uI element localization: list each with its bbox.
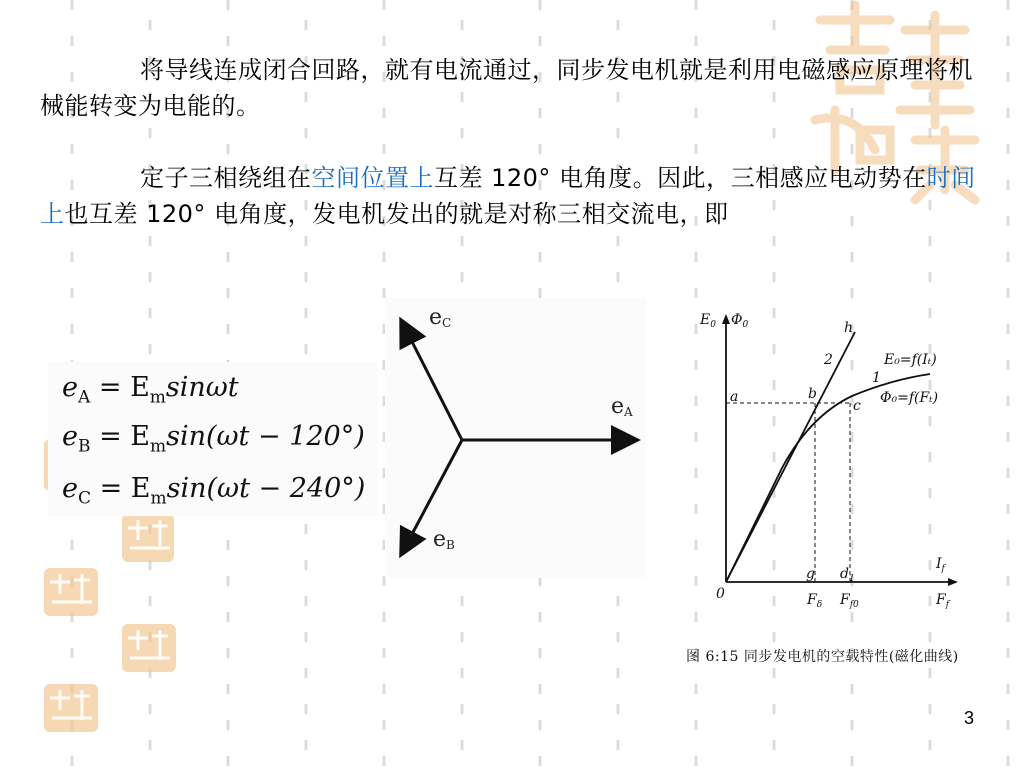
intro-paragraph: [40, 52, 990, 124]
axis-label-Ff: $F_f$: [936, 592, 950, 610]
figure-caption: 图 6:15 同步发电机的空载特性(磁化曲线): [686, 649, 959, 665]
point-h: h: [844, 320, 854, 336]
equation-eA: $e_A = E_m\sin\omega t$: [62, 372, 239, 408]
axis-label-E0: $E_0$: [700, 312, 716, 330]
highlight-spatial-position: 空间位置上: [311, 164, 434, 192]
label-F-f0: $F_{f0}$: [840, 592, 859, 610]
label-curve-1: 1: [872, 370, 881, 386]
paragraph-2-part3: 也互差 120° 电角度，发电机发出的就是对称三相交流电，即: [64, 200, 729, 228]
three-phase-paragraph: [40, 160, 990, 232]
point-b: b: [808, 386, 817, 402]
page-number: 3: [964, 708, 975, 728]
point-d: $d_1$: [840, 566, 855, 584]
origin-label: 0: [716, 586, 725, 602]
label-eC: eC: [429, 305, 452, 330]
phasor-diagram: [385, 298, 645, 578]
equation-E0: E₀=f(Iₜ): [884, 352, 937, 368]
point-g: g: [806, 566, 815, 582]
label-eB: eB: [433, 527, 455, 552]
axis-label-If: $I_f$: [936, 556, 945, 574]
label-F-delta: $F_\delta$: [807, 592, 823, 610]
label-eA: eA: [611, 394, 633, 419]
axis-label-Phi0: $\Phi_0$: [731, 312, 749, 330]
point-a: a: [730, 389, 739, 405]
paragraph-2-part1: 定子三相绕组在: [140, 164, 312, 192]
highlight-time: 时间上: [40, 164, 976, 228]
equation-Phi0: Φ₀=f(Fₜ): [880, 390, 939, 406]
equation-eC: $e_C = E_m\sin(\omega t - 240^\circ)$: [62, 473, 366, 509]
paragraph-2-part2: 互差 120° 电角度。因此，三相感应电动势在: [434, 164, 927, 192]
magnetization-curve-diagram: [690, 298, 960, 618]
label-line-2: 2: [824, 352, 833, 368]
paragraph-1-text: 将导线连成闭合回路，就有电流通过，同步发电机就是利用电磁感应原理将机械能转变为电能的。: [40, 56, 973, 120]
equation-eB: $e_B = E_m\sin(\omega t - 120^\circ)$: [62, 421, 365, 457]
point-c: c: [853, 398, 861, 414]
